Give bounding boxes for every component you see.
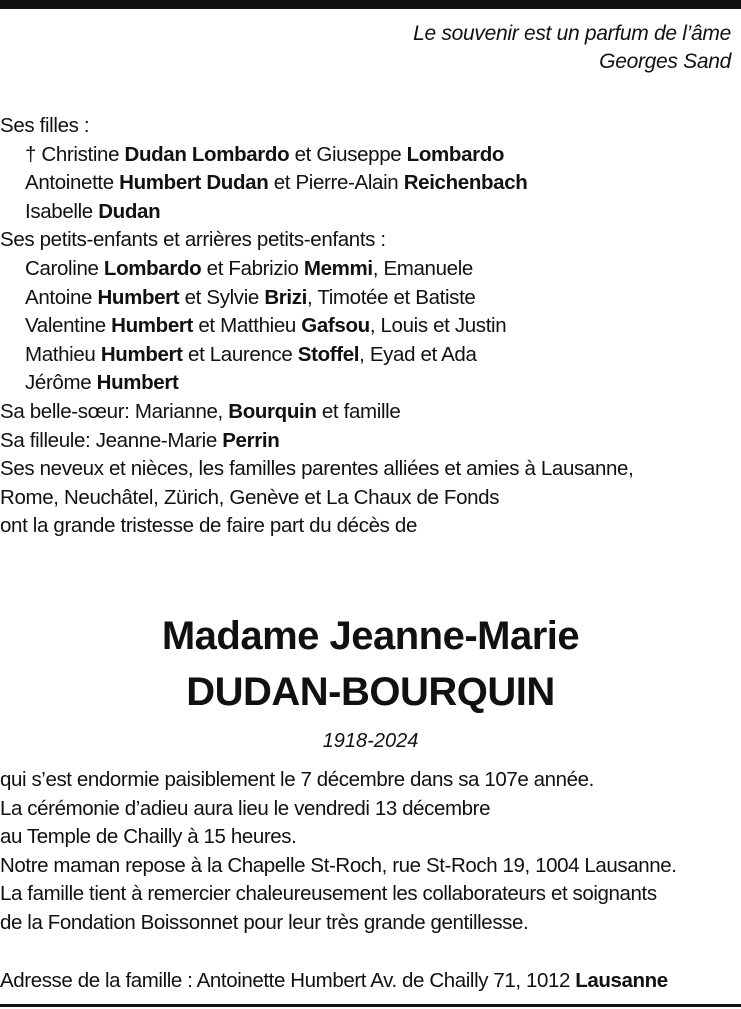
- text-run: Mathieu: [25, 342, 101, 366]
- text-run: , Timotée et Batiste: [307, 285, 476, 309]
- text-run: † Christine: [25, 142, 125, 166]
- notice-line: La cérémonie d’adieu aura lieu le vendredi 13 décembre: [0, 796, 491, 820]
- surname: Humbert: [97, 285, 180, 309]
- text-run: Caroline: [25, 256, 104, 280]
- surname: Lombardo: [103, 256, 202, 280]
- relative-line: [0, 512, 741, 541]
- surname: Humbert: [96, 371, 179, 395]
- text-run: Jérôme: [25, 371, 97, 395]
- text-run: et Matthieu: [193, 314, 302, 338]
- epigraph-quote: [413, 20, 731, 76]
- surname: Humbert: [111, 314, 194, 338]
- bottom-rule: [0, 1004, 741, 1007]
- text-run: Rome, Neuchâtel, Zürich, Genève et La Chaux de Fonds: [0, 485, 500, 509]
- surname: Memmi: [303, 256, 373, 280]
- notice-line: de la Fondation Boissonnet pour leur très grande gentillesse.: [0, 910, 529, 934]
- text-run: , Eyad et Ada: [359, 342, 477, 366]
- text-run: Valentine: [25, 314, 112, 338]
- text-run: , Emanuele: [372, 256, 473, 280]
- surname: Humbert: [100, 342, 183, 366]
- text-run: Antoine: [25, 285, 98, 309]
- notice-text: [0, 766, 741, 938]
- notice-line: La famille tient à remercier chaleureusement les collaborateurs et soignants: [0, 882, 657, 906]
- grandchildren-list: [0, 255, 741, 398]
- text-run: et Sylvie: [179, 285, 265, 309]
- surname: Stoffel: [297, 342, 360, 366]
- relative-line: [0, 284, 741, 313]
- other-relatives-list: [0, 398, 741, 541]
- text-run: ont la grande tristesse de faire part du décès de: [0, 514, 418, 538]
- text-run: , Louis et Justin: [369, 314, 507, 338]
- text-run: Isabelle: [25, 199, 99, 223]
- daughters-list: [0, 141, 741, 227]
- surname: Humbert Dudan: [119, 171, 269, 195]
- quote-text: Le souvenir est un parfum de l’âme: [413, 22, 731, 45]
- text-run: Antoinette: [25, 171, 120, 195]
- text-run: et Pierre-Alain: [268, 171, 404, 195]
- surname: Gafsou: [301, 314, 370, 338]
- text-run: et Giuseppe: [289, 142, 407, 166]
- deceased-name-line2: DUDAN-BOURQUIN: [186, 670, 555, 714]
- surname: Reichenbach: [403, 171, 528, 195]
- family-list: [0, 112, 741, 541]
- surname: Dudan: [98, 199, 161, 223]
- relative-line: [0, 427, 741, 456]
- surname: Lombardo: [406, 142, 505, 166]
- surname: Dudan Lombardo: [124, 142, 290, 166]
- notice-line: au Temple de Chailly à 15 heures.: [0, 825, 297, 849]
- address-city: Lausanne: [575, 969, 668, 992]
- relative-line: [0, 341, 741, 370]
- daughters-heading: Ses filles :: [0, 114, 90, 137]
- notice-line: Notre maman repose à la Chapelle St-Roch, rue St-Roch 19, 1004 Lausanne.: [0, 853, 677, 877]
- text-run: et famille: [316, 399, 401, 423]
- relative-line: [0, 369, 741, 398]
- relative-line: [0, 455, 741, 484]
- deceased-name: [0, 608, 741, 720]
- surname: Bourquin: [228, 399, 317, 423]
- relative-line: [0, 398, 741, 427]
- top-rule: [0, 0, 741, 9]
- relative-line: [0, 198, 741, 227]
- grandchildren-heading: Ses petits-enfants et arrières petits-enfants :: [0, 228, 386, 252]
- text-run: Sa belle-sœur: Marianne,: [0, 399, 229, 423]
- surname: Brizi: [264, 285, 307, 309]
- relative-line: [0, 312, 741, 341]
- relative-line: [0, 255, 741, 284]
- notice-line: qui s’est endormie paisiblement le 7 décembre dans sa 107e année.: [0, 768, 594, 791]
- relative-line: [0, 484, 741, 513]
- quote-author: Georges Sand: [599, 50, 731, 73]
- life-dates: 1918-2024: [322, 730, 419, 752]
- relative-line: [0, 169, 741, 198]
- text-run: Sa filleule: Jeanne-Marie: [0, 428, 223, 452]
- surname: Perrin: [222, 428, 280, 452]
- family-address: [0, 967, 741, 995]
- deceased-name-line1: Madame Jeanne-Marie: [161, 614, 580, 658]
- relative-line: [0, 141, 741, 170]
- text-run: Ses neveux et nièces, les familles parentes alliées et amies à Lausanne,: [0, 457, 634, 481]
- text-run: et Laurence: [182, 342, 298, 366]
- address-prefix: Adresse de la famille : Antoinette Humbert Av. de Chailly 71, 1012: [0, 969, 576, 992]
- text-run: et Fabrizio: [201, 256, 304, 280]
